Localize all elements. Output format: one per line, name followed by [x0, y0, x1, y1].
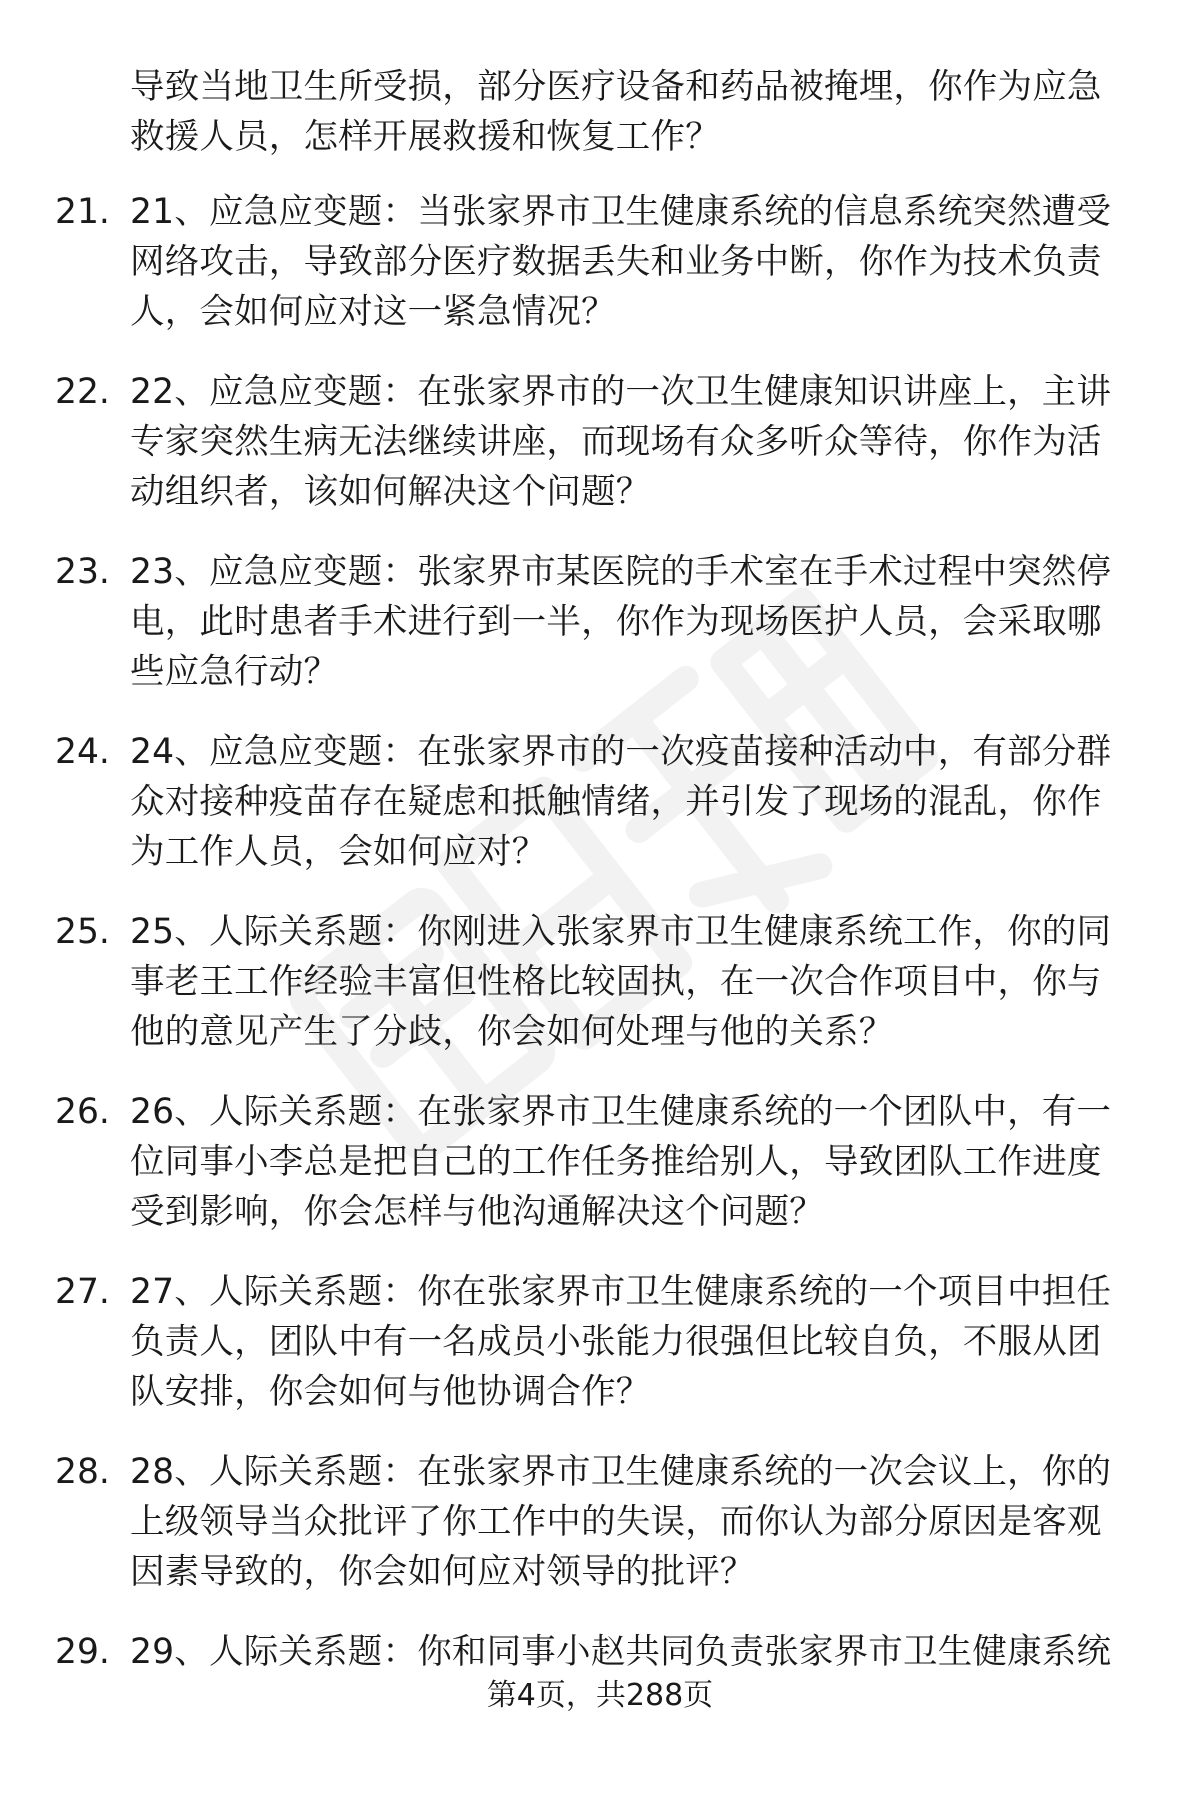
item-line: 26、人际关系题：在张家界市卫生健康系统的一个团队中，有一	[130, 1092, 1112, 1132]
continuation-line: 救援人员，怎样开展救援和恢复工作？	[130, 117, 720, 157]
item-line: 位同事小李总是把自己的工作任务推给别人，导致团队工作进度	[130, 1142, 1102, 1182]
list-item	[0, 1447, 1200, 1627]
continuation-line: 导致当地卫生所受损，部分医疗设备和药品被掩埋，你作为应急	[130, 67, 1102, 107]
item-text	[130, 907, 1150, 1057]
item-line: 众对接种疫苗存在疑虑和抵触情绪，并引发了现场的混乱，你作	[130, 782, 1102, 822]
item-line: 为工作人员，会如何应对？	[130, 832, 547, 872]
item-number: 28.	[55, 1452, 110, 1492]
list-item	[0, 547, 1200, 727]
item-line: 受到影响，你会怎样与他沟通解决这个问题？	[130, 1192, 824, 1232]
item-line: 网络攻击，导致部分医疗数据丢失和业务中断，你作为技术负责	[130, 242, 1102, 282]
item-line: 24、应急应变题：在张家界市的一次疫苗接种活动中，有部分群	[130, 732, 1112, 772]
item-number: 26.	[55, 1092, 110, 1132]
item-text	[130, 1627, 1150, 1677]
item-line: 27、人际关系题：你在张家界市卫生健康系统的一个项目中担任	[130, 1272, 1112, 1312]
item-line: 23、应急应变题：张家界市某医院的手术室在手术过程中突然停	[130, 552, 1112, 592]
item-text	[130, 367, 1150, 517]
item-text	[130, 1087, 1150, 1237]
item-text	[130, 1267, 1150, 1417]
item-line: 25、人际关系题：你刚进入张家界市卫生健康系统工作，你的同	[130, 912, 1112, 952]
item-text	[130, 1447, 1150, 1597]
question-list	[0, 187, 1200, 1807]
item-line: 上级领导当众批评了你工作中的失误，而你认为部分原因是客观	[130, 1502, 1102, 1542]
item-line: 专家突然生病无法继续讲座，而现场有众多听众等待，你作为活	[130, 422, 1102, 462]
item-line: 队安排，你会如何与他协调合作？	[130, 1372, 651, 1412]
list-item	[0, 187, 1200, 367]
item-line: 22、应急应变题：在张家界市的一次卫生健康知识讲座上，主讲	[130, 372, 1112, 412]
item-line: 人，会如何应对这一紧急情况？	[130, 292, 616, 332]
item-line: 些应急行动？	[130, 652, 339, 692]
item-line: 他的意见产生了分歧，你会如何处理与他的关系？	[130, 1012, 894, 1052]
item-number: 25.	[55, 912, 110, 952]
item-number: 24.	[55, 732, 110, 772]
item-line: 电，此时患者手术进行到一半，你作为现场医护人员，会采取哪	[130, 602, 1102, 642]
item-line: 21、应急应变题：当张家界市卫生健康系统的信息系统突然遭受	[130, 192, 1112, 232]
item-line: 28、人际关系题：在张家界市卫生健康系统的一次会议上，你的	[130, 1452, 1112, 1492]
list-item	[0, 1087, 1200, 1267]
item-text	[130, 547, 1150, 697]
item-line: 动组织者，该如何解决这个问题？	[130, 472, 651, 512]
item-line: 因素导致的，你会如何应对领导的批评？	[130, 1552, 755, 1592]
page-number: 第4页，共288页	[486, 1678, 714, 1713]
item-number: 21.	[55, 192, 110, 232]
item-line: 负责人，团队中有一名成员小张能力很强但比较自负，不服从团	[130, 1322, 1102, 1362]
list-item	[0, 907, 1200, 1087]
item-number: 27.	[55, 1272, 110, 1312]
list-item	[0, 1627, 1200, 1807]
item-line: 29、人际关系题：你和同事小赵共同负责张家界市卫生健康系统	[130, 1632, 1112, 1672]
list-item	[0, 1267, 1200, 1447]
item-number: 23.	[55, 552, 110, 592]
item-text	[130, 727, 1150, 877]
list-item	[0, 727, 1200, 907]
item-number: 22.	[55, 372, 110, 412]
continuation-text	[130, 62, 1150, 162]
list-item	[0, 367, 1200, 547]
item-number: 29.	[55, 1632, 110, 1672]
item-line: 事老王工作经验丰富但性格比较固执，在一次合作项目中，你与	[130, 962, 1102, 1002]
item-text	[130, 187, 1150, 337]
